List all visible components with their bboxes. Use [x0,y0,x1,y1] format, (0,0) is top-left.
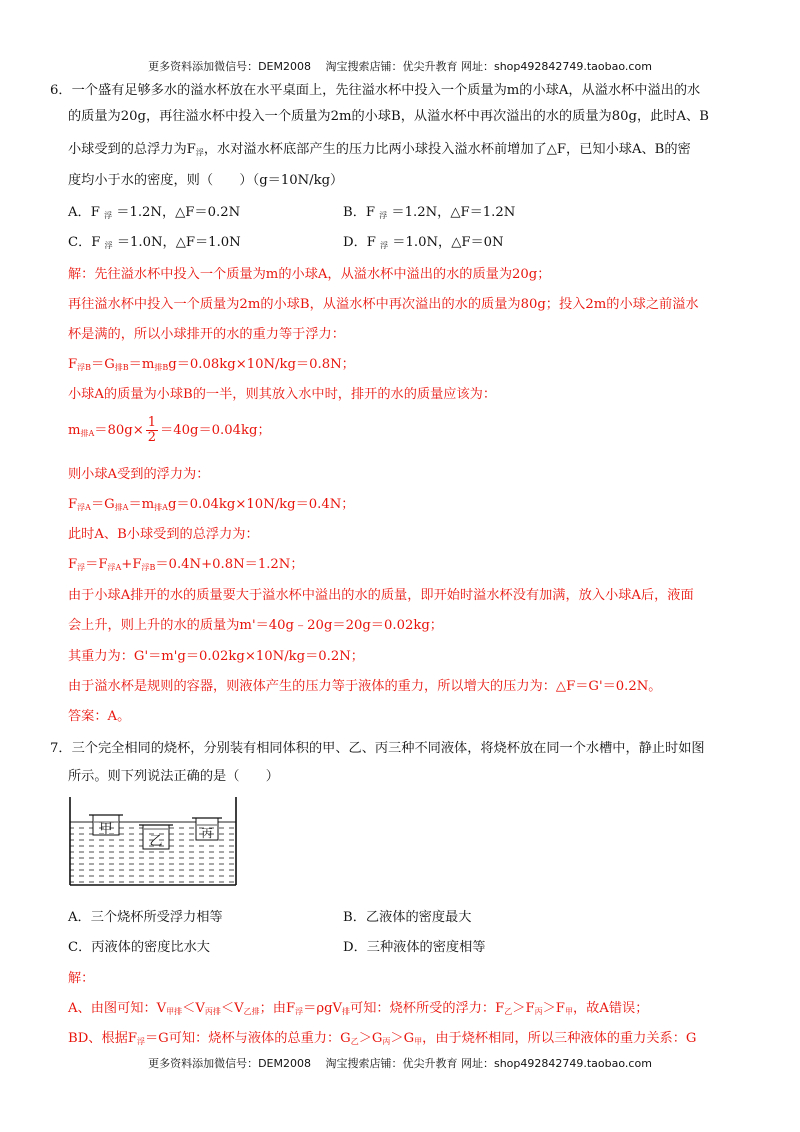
q6-solution-line-11: 由于小球A排开的水的质量要大于溢水杯中溢出的水的质量，即开始时溢水杯没有加满，放入小球A后，液面 [68,588,694,603]
q6-solution-line-14: 由于溢水杯是规则的容器，则液体产生的压力等于液体的重力，所以增大的压力为：△F＝G'＝0.2N。 [68,679,662,694]
q6-option-c[interactable]: C．F $_浮$ ＝1.0N，△F＝1.0N [68,235,241,250]
q7-stem-line-1: 7．三个完全相同的烧杯，分别装有相同体积的甲、乙、丙三种不同液体，将烧杯放在同一个水槽中，静止时如图 [50,741,705,756]
q6-solution-line-9: 此时A、B小球受到的总浮力为： [68,527,259,542]
beaker-bing-label: 丙 [201,827,213,840]
q6-option-a[interactable]: A．F $_浮$ ＝1.2N，△F＝0.2N [68,205,241,220]
beaker-yi-label: 乙 [149,834,163,849]
q7-solution-line-1: 解： [68,971,95,986]
q6-solution-line-12: 会上升，则上升的水的质量为m'＝40g﹣20g＝20g＝0.02kg； [68,618,443,633]
q6-stem-line-1: 6．一个盛有足够多水的溢水杯放在水平桌面上，先往溢水杯中投入一个质量为m的小球A，从溢水杯中溢出的水 [50,83,701,98]
q6-solution-line-10: $F_浮=F_{浮A}+F_{浮B}=0.4N+0.8N=1.2N$； [68,557,304,572]
q6-solution-line-4: $F_{浮B}=G_{排B}=m_{排B}g=0.08kg\times 10N/kg=0.8N$； [68,357,355,372]
q6-solution-line-3: 杯是满的，所以小球排开的水的重力等于浮力： [68,327,345,342]
q6-solution-line-5: 小球A的质量为小球B的一半，则其放入水中时，排开的水的质量应该为： [68,387,497,402]
q6-solution-line-1: 解：先往溢水杯中投入一个质量为m的小球A，从溢水杯中溢出的水的质量为20g； [68,267,551,282]
q7-stem-line-2: 所示。则下列说法正确的是（ ） [68,769,279,784]
beakers-in-tank-diagram [68,795,240,887]
q7-option-b[interactable]: B．乙液体的密度最大 [343,910,472,925]
q6-stem-line-3: 小球受到的总浮力为$F_浮$，水对溢水杯底部产生的压力比两小球投入溢水杯前增加了△F，已知小球A、B的密 [68,142,691,157]
beaker-jia-label: 甲 [99,822,113,837]
q6-solution-line-2: 再往溢水杯中投入一个质量为2m的小球B，从溢水杯中再次溢出的水的质量为80g；投入2m的小球之前溢水 [68,297,699,312]
q6-answer: 答案：A。 [68,709,131,724]
q7-figure [68,795,240,891]
page-header: 更多资料添加微信号：DEM2008 淘宝搜索店铺：优尖升教育 网址：shop492842749.taobao.com [148,60,652,73]
q7-option-d[interactable]: D．三种液体的密度相等 [343,940,486,955]
q6-solution-line-6: $m_{排A}=80g\times$ $\frac{1}{2}$ ＝40g＝0.04kg； [68,415,271,445]
q7-solution-line-2: A、由图可知：$V_{甲排}<V_{丙排}<V_{乙排}$；由$F_浮=\rho gV_排$可知：烧杯所受的浮力：$F_乙>F_丙>F_甲$，故A错误； [68,1001,649,1016]
q7-option-c[interactable]: C．丙液体的密度比水大 [68,940,210,955]
q6-solution-line-7: 则小球A受到的浮力为： [68,467,210,482]
q6-solution-line-8: $F_{浮A}=G_{排A}=m_{排A}g=0.04kg\times 10N/kg=0.4N$； [68,497,355,512]
q7-option-a[interactable]: A．三个烧杯所受浮力相等 [68,910,223,925]
q6-option-b[interactable]: B．F $_浮$ ＝1.2N，△F＝1.2N [343,205,516,220]
page-footer: 更多资料添加微信号：DEM2008 淘宝搜索店铺：优尖升教育 网址：shop492842749.taobao.com [148,1057,652,1070]
q6-solution-line-13: 其重力为：G'＝m'g＝0.02kg×10N/kg＝0.2N； [68,649,364,664]
q6-option-d[interactable]: D．F $_浮$ ＝1.0N，△F＝0N [343,235,504,250]
fraction-one-half: $\frac{1}{2}$ [147,415,157,445]
q6-stem-line-4: 度均小于水的密度，则（ ）（g＝10N/kg） [68,173,344,188]
q6-stem-line-2: 的质量为20g，再往溢水杯中投入一个质量为2m的小球B，从溢水杯中再次溢出的水的质量为80g，此时A、B [68,109,709,124]
q7-solution-line-3: BD、根据$F_浮=G$可知：烧杯与液体的总重力：$G_乙>G_丙>G_甲$，由于烧杯相同，所以三种液体的重力关系：G [68,1031,697,1046]
